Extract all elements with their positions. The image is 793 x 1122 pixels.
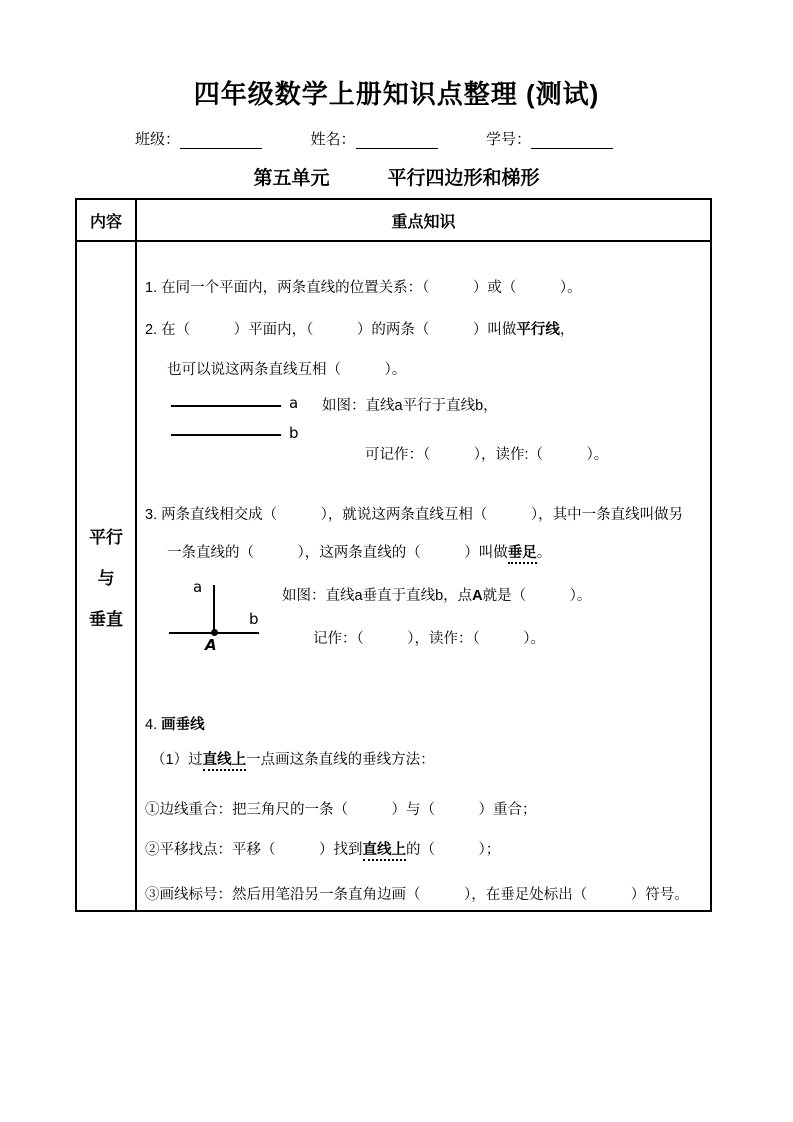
- substep-1: ①边线重合：把三角尺的一条（ ）与（ ）重合；: [145, 802, 537, 818]
- item-3-emphasized-term: 垂足: [508, 545, 537, 564]
- substep-2-tail: 的（ ）；: [406, 842, 501, 858]
- figure-2-caption-text: 如图：直线a垂直于直线b，点: [282, 588, 473, 604]
- figure-2-caption-point: A: [472, 588, 483, 604]
- student-id-field: [486, 128, 613, 149]
- item-4-title: 画垂线: [161, 717, 205, 733]
- item-3-line-1: 3. 两条直线相交成（ ），就说这两条直线互相（ ），其中一条直线叫做另: [145, 507, 684, 523]
- item-3-line-2: [167, 541, 551, 562]
- knowledge-content-cell: [137, 242, 710, 910]
- item-1: 1. 在同一个平面内，两条直线的位置关系：（ ）或（ ）。: [145, 280, 582, 296]
- knowledge-table: [75, 198, 712, 912]
- step-1-emphasized-term: 直线上: [203, 752, 247, 771]
- figure-2-caption-tail: 就是（ ）。: [482, 588, 592, 604]
- table-body-row: [77, 242, 710, 910]
- item-2-tail: ，: [559, 322, 575, 338]
- substep-2-text: ②平移找点：平移（ ）找到: [145, 842, 363, 858]
- section-label-cell: [77, 242, 137, 910]
- perp-line-a: [213, 585, 215, 634]
- item-4-number: 4.: [145, 717, 162, 733]
- step-1-tail: 一点画这条直线的垂线方法：: [246, 752, 435, 768]
- student-info-row: [135, 128, 613, 149]
- parallel-line-a: [171, 405, 281, 407]
- class-field-label: 班级：: [135, 131, 181, 148]
- perp-line-a-label: a: [193, 578, 203, 596]
- item-2-line-2: 也可以说这两条直线互相（ ）。: [167, 362, 407, 378]
- foot-point-label: A: [205, 636, 217, 654]
- unit-number: 第五单元: [253, 168, 330, 189]
- substep-2-emphasized-term: 直线上: [363, 842, 407, 861]
- header-cell-knowledge: 重点知识: [391, 213, 456, 231]
- name-field-blank: [356, 132, 438, 149]
- class-field: [135, 128, 262, 149]
- unit-heading: [0, 163, 793, 190]
- parallel-line-b: [171, 434, 281, 436]
- foot-point-dot: [211, 629, 218, 636]
- item-2-text: 2. 在（ ）平面内，（ ）的两条（ ）叫做: [145, 322, 517, 338]
- section-label-line3: 垂直: [89, 609, 123, 629]
- figure-1-caption-2: 可记作：（ ），读作:（ ）。: [365, 447, 609, 463]
- student-id-field-blank: [531, 132, 613, 149]
- item-3-text: 一条直线的（ ），这两条直线的（ ）叫做: [167, 545, 508, 561]
- section-label-line1: 平行: [89, 527, 123, 547]
- figure-2-caption-1: [282, 584, 591, 605]
- header-cell-content: 内容: [77, 200, 137, 240]
- page-title: 四年级数学上册知识点整理 (测试): [193, 79, 600, 109]
- table-header-row: [77, 200, 710, 242]
- item-4-heading: [145, 713, 205, 734]
- step-1-heading: [151, 748, 435, 769]
- name-field-label: 姓名：: [310, 131, 356, 148]
- section-label-line2: 与: [97, 568, 115, 588]
- unit-name: 平行四边形和梯形: [387, 168, 540, 189]
- parallel-line-a-label: a: [289, 394, 299, 412]
- substep-3: ③画线标号：然后用笔沿另一条直角边画（ ），在垂足处标出（ ）符号。: [145, 887, 689, 903]
- item-2-line-1: [145, 318, 574, 339]
- item-2-bold-term: 平行线: [516, 322, 560, 338]
- perp-line-b-label: b: [249, 610, 259, 628]
- substep-2: [145, 838, 500, 859]
- item-3-tail: 。: [536, 545, 552, 561]
- figure-1-caption-1: 如图：直线a平行于直线b，: [322, 398, 498, 414]
- student-id-field-label: 学号：: [485, 131, 531, 148]
- figure-2-caption-2: 记作：（ ），读作：（ ）。: [313, 631, 545, 647]
- name-field: [310, 128, 437, 149]
- parallel-line-b-label: b: [289, 424, 299, 442]
- step-1-text: （1）过: [151, 752, 203, 768]
- class-field-blank: [180, 132, 262, 149]
